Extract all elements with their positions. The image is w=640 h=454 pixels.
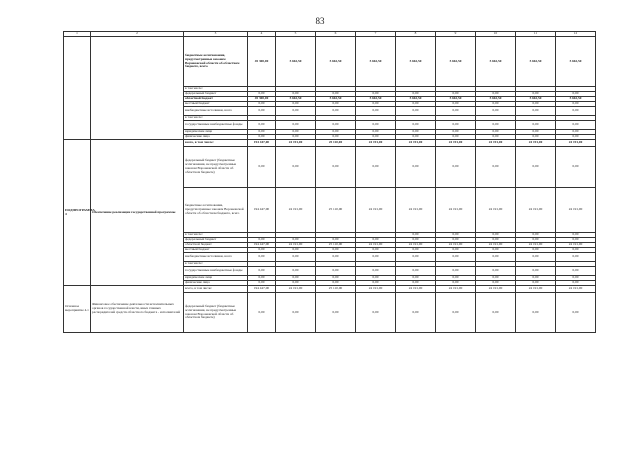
value-cell: 0,00 — [356, 107, 396, 116]
value-cell: 0,00 — [276, 147, 316, 188]
value-cell: 0,00 — [248, 102, 276, 107]
value-cell: 24 191,00 — [276, 286, 316, 293]
value-cell: 24 191,00 — [356, 188, 396, 233]
value-cell: 24 191,00 — [556, 286, 596, 293]
value-cell: 0,00 — [476, 107, 516, 116]
value-cell: 0,00 — [436, 135, 476, 140]
value-cell: 0,00 — [516, 281, 556, 286]
value-cell: 0,00 — [396, 135, 436, 140]
funding-source-label: в том числе: — [184, 262, 248, 267]
blank-cell-col2 — [91, 37, 184, 140]
funding-source-label: физические лица — [184, 281, 248, 286]
funding-source-label: всего, в том числе: — [184, 140, 248, 147]
value-cell: 0,00 — [476, 102, 516, 107]
value-cell: 0,00 — [396, 130, 436, 135]
value-cell: 0,00 — [476, 276, 516, 281]
value-cell: 0,00 — [248, 267, 276, 276]
funding-source-label: местный бюджет — [184, 102, 248, 107]
measure-title: Финансовое обеспечение деятельности исполнительных органов государственной власти, иных главных распорядителей средств областного бюджета - исполнителей — [91, 286, 184, 333]
funding-source-label: бюджетные ассигнования, предусмотренные законом Воронежской области об областном бюджете, всего — [184, 37, 248, 87]
value-cell: 0,00 — [316, 102, 356, 107]
value-cell: 0,00 — [356, 135, 396, 140]
value-cell: 0,00 — [356, 267, 396, 276]
funding-source-label: в том числе: — [184, 233, 248, 238]
value-cell: 0,00 — [556, 281, 596, 286]
value-cell: 0,00 — [476, 92, 516, 97]
column-number: 1 — [64, 32, 91, 37]
value-cell: 0,00 — [396, 281, 436, 286]
blank-cell-col1 — [64, 37, 91, 140]
value-cell: 0,00 — [356, 130, 396, 135]
value-cell: 0,00 — [356, 102, 396, 107]
value-cell: 0,00 — [396, 267, 436, 276]
value-cell: 0,00 — [516, 121, 556, 130]
value-cell: 0,00 — [396, 253, 436, 262]
value-cell: 5 662,50 — [396, 37, 436, 87]
funding-source-label: федеральный бюджет — [184, 92, 248, 97]
value-cell: 0,00 — [436, 293, 476, 333]
value-cell: 0,00 — [248, 293, 276, 333]
value-cell: 0,00 — [356, 238, 396, 243]
value-cell: 0,00 — [556, 92, 596, 97]
funding-source-label: федеральный бюджет — [184, 238, 248, 243]
funding-source-label: областной бюджет — [184, 97, 248, 102]
value-cell: 24 191,00 — [396, 286, 436, 293]
value-cell: 0,00 — [476, 121, 516, 130]
funding-source-label: внебюджетные источники, всего — [184, 107, 248, 116]
value-cell: 0,00 — [316, 276, 356, 281]
value-cell: 0,00 — [248, 147, 276, 188]
value-cell: 0,00 — [436, 92, 476, 97]
value-cell: 0,00 — [516, 130, 556, 135]
value-cell: 5 662,50 — [516, 97, 556, 102]
value-cell: 25 110,00 — [316, 286, 356, 293]
table-row — [64, 37, 596, 87]
value-cell: 0,00 — [276, 281, 316, 286]
value-cell: 0,00 — [396, 238, 436, 243]
value-cell: 0,00 — [436, 238, 476, 243]
funding-source-label: государственные внебюджетные фонды — [184, 121, 248, 130]
value-cell: 0,00 — [476, 248, 516, 253]
value-cell: 0,00 — [556, 102, 596, 107]
column-number: 12 — [556, 32, 596, 37]
value-cell: 0,00 — [396, 121, 436, 130]
value-cell: 0,00 — [436, 267, 476, 276]
value-cell: 0,00 — [396, 233, 436, 238]
value-cell: 0,00 — [436, 121, 476, 130]
value-cell: 0,00 — [248, 121, 276, 130]
value-cell: 24 191,00 — [436, 140, 476, 147]
column-number: 3 — [184, 32, 248, 37]
value-cell: 0,00 — [248, 130, 276, 135]
funding-source-label: физические лица — [184, 135, 248, 140]
value-cell: 0,00 — [248, 281, 276, 286]
value-cell: 24 191,00 — [276, 243, 316, 248]
value-cell: 0,00 — [356, 92, 396, 97]
funding-source-label: в том числе: — [184, 116, 248, 121]
value-cell: 0,00 — [516, 253, 556, 262]
value-cell: 0,00 — [356, 147, 396, 188]
value-cell: 5 662,50 — [356, 37, 396, 87]
value-cell: 0,00 — [476, 293, 516, 333]
value-cell: 194 447,00 — [248, 140, 276, 147]
value-cell: 0,00 — [316, 293, 356, 333]
funding-source-label: юридические лица — [184, 276, 248, 281]
value-cell: 0,00 — [516, 248, 556, 253]
budget-table — [63, 31, 596, 333]
value-cell: 0,00 — [476, 267, 516, 276]
value-cell: 0,00 — [436, 147, 476, 188]
value-cell: 5 662,50 — [436, 97, 476, 102]
value-cell: 24 191,00 — [516, 188, 556, 233]
column-number: 5 — [276, 32, 316, 37]
value-cell: 24 191,00 — [276, 188, 316, 233]
subprogram-name: ПОДПРОГРАММА 4 — [64, 140, 91, 286]
value-cell: 0,00 — [476, 147, 516, 188]
value-cell: 24 191,00 — [396, 140, 436, 147]
value-cell: 24 191,00 — [436, 243, 476, 248]
value-cell: 24 191,00 — [436, 188, 476, 233]
value-cell: 0,00 — [556, 248, 596, 253]
value-cell: 0,00 — [396, 147, 436, 188]
value-cell: 0,00 — [316, 238, 356, 243]
value-cell: 0,00 — [276, 253, 316, 262]
value-cell: 0,00 — [248, 92, 276, 97]
value-cell: 0,00 — [396, 293, 436, 333]
value-cell: 0,00 — [516, 107, 556, 116]
value-cell: 24 191,00 — [516, 243, 556, 248]
value-cell: 0,00 — [276, 276, 316, 281]
value-cell: 0,00 — [248, 253, 276, 262]
value-cell: 0,00 — [276, 102, 316, 107]
value-cell: 0,00 — [556, 130, 596, 135]
value-cell: 0,00 — [356, 281, 396, 286]
column-number: 8 — [396, 32, 436, 37]
value-cell: 0,00 — [276, 130, 316, 135]
value-cell: 5 662,50 — [556, 37, 596, 87]
value-cell: 0,00 — [516, 147, 556, 188]
value-cell: 25 110,00 — [316, 140, 356, 147]
value-cell: 0,00 — [476, 253, 516, 262]
value-cell: 0,00 — [436, 130, 476, 135]
column-number: 2 — [91, 32, 184, 37]
funding-source-label: федеральный бюджет (бюджетные ассигнования, не предусмотренные законом Воронежской области об областном бюджете) — [184, 293, 248, 333]
value-cell: 0,00 — [516, 92, 556, 97]
value-cell: 0,00 — [556, 233, 596, 238]
value-cell: 0,00 — [276, 121, 316, 130]
value-cell: 0,00 — [276, 238, 316, 243]
value-cell: 5 662,50 — [316, 97, 356, 102]
value-cell: 0,00 — [556, 147, 596, 188]
value-cell: 25 110,00 — [316, 243, 356, 248]
funding-source-label: областной бюджет — [184, 243, 248, 248]
value-cell: 0,00 — [476, 238, 516, 243]
value-cell: 24 191,00 — [396, 188, 436, 233]
value-cell: 0,00 — [556, 267, 596, 276]
value-cell: 0,00 — [476, 233, 516, 238]
value-cell: 0,00 — [276, 293, 316, 333]
value-cell: 45 300,00 — [248, 37, 276, 87]
value-cell: 0,00 — [316, 130, 356, 135]
value-cell: 0,00 — [516, 276, 556, 281]
value-cell: 0,00 — [276, 135, 316, 140]
value-cell: 0,00 — [556, 276, 596, 281]
value-cell: 194 447,00 — [248, 243, 276, 248]
value-cell: 24 191,00 — [476, 243, 516, 248]
value-cell: 5 662,50 — [516, 37, 556, 87]
value-cell: 5 662,50 — [476, 97, 516, 102]
value-cell: 5 662,50 — [556, 97, 596, 102]
value-cell: 0,00 — [356, 253, 396, 262]
funding-source-label: всего, в том числе: — [184, 286, 248, 293]
table-row — [64, 140, 596, 147]
value-cell: 0,00 — [516, 102, 556, 107]
value-cell: 0,00 — [396, 276, 436, 281]
funding-source-label: в том числе: — [184, 87, 248, 92]
value-cell: 0,00 — [436, 248, 476, 253]
value-cell: 0,00 — [436, 281, 476, 286]
value-cell: 0,00 — [356, 248, 396, 253]
funding-source-label: внебюджетные источники, всего — [184, 253, 248, 262]
funding-source-label: местный бюджет — [184, 248, 248, 253]
value-cell: 0,00 — [276, 267, 316, 276]
value-cell: 0,00 — [248, 276, 276, 281]
table-row — [64, 286, 596, 293]
value-cell: 24 191,00 — [476, 286, 516, 293]
value-cell: 5 662,50 — [316, 37, 356, 87]
value-cell: 0,00 — [516, 238, 556, 243]
value-cell: 0,00 — [476, 135, 516, 140]
value-cell: 5 662,50 — [476, 37, 516, 87]
value-cell: 45 300,00 — [248, 97, 276, 102]
value-cell: 0,00 — [556, 253, 596, 262]
subprogram-title: Обеспечение реализации государственной программы — [91, 140, 184, 286]
value-cell: 0,00 — [316, 121, 356, 130]
value-cell: 0,00 — [436, 276, 476, 281]
value-cell: 0,00 — [356, 293, 396, 333]
value-cell: 24 191,00 — [356, 140, 396, 147]
value-cell: 0,00 — [396, 102, 436, 107]
value-cell: 0,00 — [476, 281, 516, 286]
value-cell: 24 191,00 — [516, 286, 556, 293]
funding-source-label: государственные внебюджетные фонды — [184, 267, 248, 276]
value-cell: 5 662,50 — [396, 97, 436, 102]
value-cell: 0,00 — [436, 107, 476, 116]
value-cell: 5 662,50 — [436, 37, 476, 87]
funding-source-label: юридические лица — [184, 130, 248, 135]
value-cell: 0,00 — [316, 253, 356, 262]
value-cell: 24 191,00 — [396, 243, 436, 248]
value-cell: 0,00 — [436, 233, 476, 238]
value-cell: 5 662,50 — [276, 37, 316, 87]
column-number: 11 — [516, 32, 556, 37]
value-cell: 24 191,00 — [476, 140, 516, 147]
value-cell: 24 191,00 — [516, 140, 556, 147]
value-cell: 25 110,00 — [316, 188, 356, 233]
column-number: 4 — [248, 32, 276, 37]
value-cell: 0,00 — [316, 107, 356, 116]
value-cell: 0,00 — [316, 267, 356, 276]
value-cell: 0,00 — [516, 233, 556, 238]
value-cell: 0,00 — [248, 107, 276, 116]
value-cell: 0,00 — [316, 135, 356, 140]
value-cell: 24 191,00 — [276, 140, 316, 147]
value-cell: 0,00 — [356, 121, 396, 130]
value-cell: 0,00 — [476, 130, 516, 135]
value-cell: 0,00 — [316, 147, 356, 188]
value-cell: 24 191,00 — [436, 286, 476, 293]
value-cell: 0,00 — [516, 135, 556, 140]
value-cell: 194 447,00 — [248, 286, 276, 293]
value-cell: 24 191,00 — [356, 243, 396, 248]
value-cell: 0,00 — [316, 92, 356, 97]
column-number: 9 — [436, 32, 476, 37]
value-cell: 5 662,50 — [276, 97, 316, 102]
funding-source-label: федеральный бюджет (бюджетные ассигнования, не предусмотренные законом Воронежской области об областном бюджете) — [184, 147, 248, 188]
value-cell: 0,00 — [396, 92, 436, 97]
column-number: 7 — [356, 32, 396, 37]
value-cell: 0,00 — [396, 107, 436, 116]
value-cell: 24 191,00 — [356, 286, 396, 293]
value-cell: 0,00 — [396, 248, 436, 253]
value-cell: 0,00 — [556, 135, 596, 140]
value-cell: 24 191,00 — [556, 140, 596, 147]
value-cell: 0,00 — [248, 238, 276, 243]
value-cell: 0,00 — [316, 248, 356, 253]
funding-source-label: бюджетные ассигнования, предусмотренные законом Воронежской области об областном бюджете, всего — [184, 188, 248, 233]
value-cell: 194 447,00 — [248, 188, 276, 233]
value-cell: 0,00 — [276, 107, 316, 116]
value-cell: 0,00 — [316, 281, 356, 286]
value-cell: 0,00 — [276, 248, 316, 253]
value-cell: 24 191,00 — [556, 188, 596, 233]
value-cell: 0,00 — [516, 293, 556, 333]
measure-name: Основное мероприятие 4.1 — [64, 286, 91, 333]
value-cell: 0,00 — [436, 253, 476, 262]
value-cell: 0,00 — [248, 248, 276, 253]
value-cell: 0,00 — [556, 238, 596, 243]
value-cell: 0,00 — [276, 92, 316, 97]
value-cell: 0,00 — [248, 135, 276, 140]
column-number: 10 — [476, 32, 516, 37]
value-cell: 0,00 — [356, 276, 396, 281]
page-number: 83 — [315, 16, 325, 26]
value-cell: 24 191,00 — [556, 243, 596, 248]
value-cell: 0,00 — [556, 107, 596, 116]
value-cell: 5 662,50 — [356, 97, 396, 102]
value-cell: 0,00 — [556, 121, 596, 130]
value-cell: 0,00 — [516, 267, 556, 276]
value-cell: 0,00 — [436, 102, 476, 107]
value-cell: 24 191,00 — [476, 188, 516, 233]
column-number: 6 — [316, 32, 356, 37]
value-cell: 0,00 — [556, 293, 596, 333]
